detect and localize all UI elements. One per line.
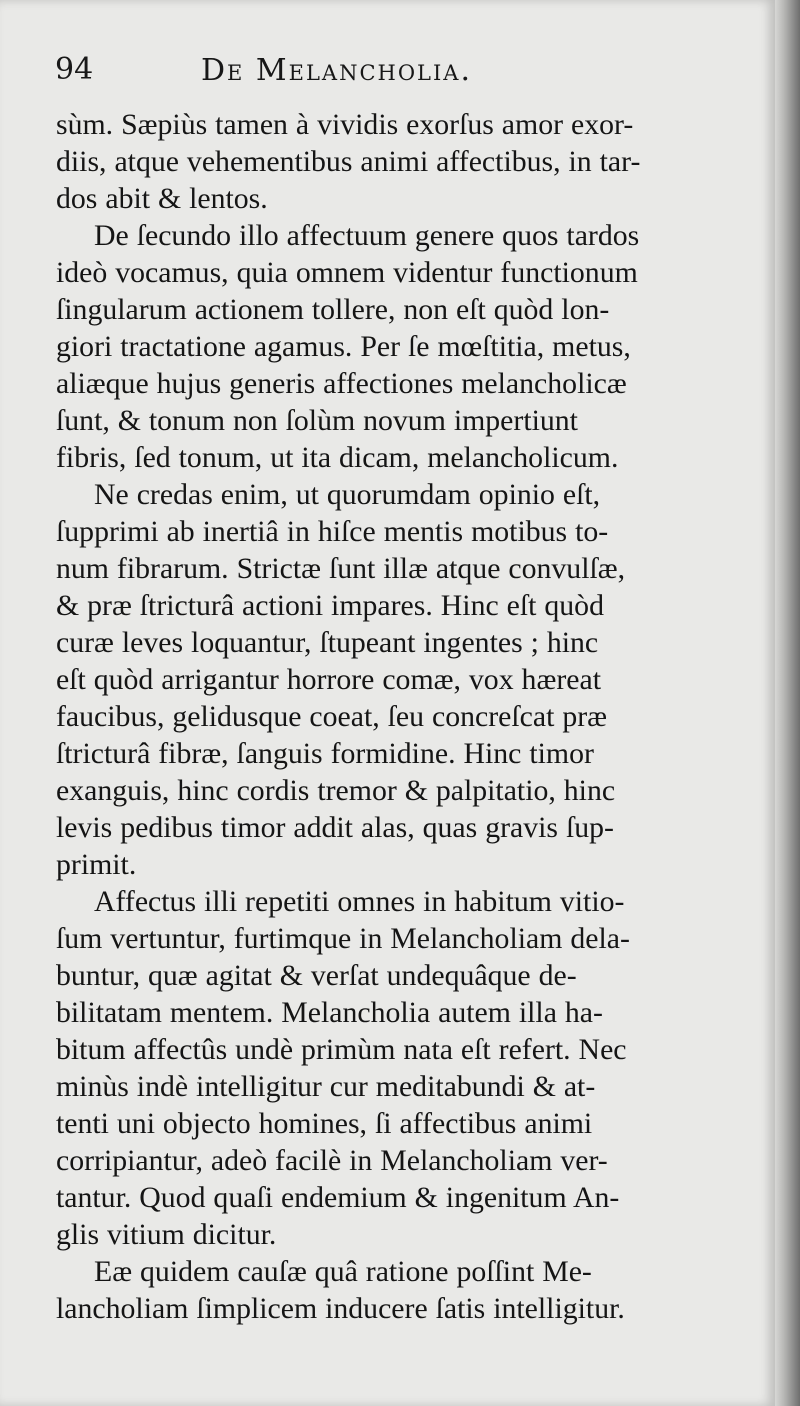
- paragraph-start-line: Eæ quidem cauſæ quâ ratione poſſint Me-: [94, 1255, 592, 1288]
- body-text: [56, 106, 750, 1327]
- text-line: lancholiam ſimplicem inducere ſatis intelligitur.: [56, 1292, 625, 1325]
- text-line: dos abit & lentos.: [56, 182, 268, 215]
- text-line: corripiantur, adeò facilè in Melancholiam ver-: [56, 1144, 608, 1177]
- paragraph-start-line: Ne credas enim, ut quorumdam opinio eſt,: [94, 478, 601, 511]
- page-header: [55, 52, 755, 98]
- page-number: 94: [55, 52, 94, 87]
- text-line: diis, atque vehementibus animi affectibus, in tar-: [56, 145, 641, 178]
- text-line: eſt quòd arrigantur horrore comæ, vox hæreat: [56, 663, 601, 696]
- text-line: buntur, quæ agitat & verſat undequâque de-: [56, 959, 577, 992]
- text-line: tenti uni objecto homines, ſi affectibus animi: [56, 1107, 593, 1140]
- text-line: ſupprimi ab inertiâ in hiſce mentis motibus to-: [56, 515, 609, 548]
- text-line: ſum vertuntur, furtimque in Melancholiam dela-: [56, 922, 630, 955]
- text-line: ſingularum actionem tollere, non eſt quòd lon-: [56, 293, 610, 326]
- text-line: fibris, ſed tonum, ut ita dicam, melancholicum.: [56, 441, 619, 474]
- text-line: glis vitium dicitur.: [56, 1218, 277, 1251]
- text-line: & præ ſtricturâ actioni impares. Hinc eſt quòd: [56, 589, 604, 622]
- running-title: De Melancholia.: [201, 53, 472, 88]
- text-line: levis pedibus timor addit alas, quas gravis ſup-: [56, 811, 614, 844]
- text-line: curæ leves loquantur, ſtupeant ingentes ; hinc: [56, 626, 599, 659]
- text-line: ideò vocamus, quia omnem videntur functionum: [56, 256, 638, 289]
- text-line: primit.: [56, 848, 137, 881]
- text-line: aliæque hujus generis affectiones melancholicæ: [56, 367, 627, 400]
- text-line: exanguis, hinc cordis tremor & palpitatio, hinc: [56, 774, 616, 807]
- text-line: ſtricturâ fibræ, ſanguis formidine. Hinc timor: [56, 737, 594, 770]
- text-line: faucibus, gelidusque coeat, ſeu concreſcat præ: [56, 700, 608, 733]
- page-edge-shadow: [775, 0, 800, 1406]
- text-line: giori tractatione agamus. Per ſe mœſtitia, metus,: [56, 330, 631, 363]
- paragraph-start-line: De ſecundo illo affectuum genere quos tardos: [94, 219, 640, 252]
- text-line: num fibrarum. Strictæ ſunt illæ atque convulſæ,: [56, 552, 626, 585]
- text-line: tantur. Quod quaſi endemium & ingenitum An-: [56, 1181, 620, 1214]
- text-line: ſunt, & tonum non ſolùm novum impertiunt: [56, 404, 578, 437]
- paragraph-start-line: Affectus illi repetiti omnes in habitum vitio-: [94, 885, 625, 918]
- text-line: bitum affectûs undè primùm nata eſt refert. Nec: [56, 1033, 627, 1066]
- text-line: bilitatam mentem. Melancholia autem illa ha-: [56, 996, 603, 1029]
- text-line: minùs indè intelligitur cur meditabundi & at-: [56, 1070, 596, 1103]
- text-line: sùm. Sæpiùs tamen à vividis exorſus amor exor-: [56, 108, 634, 141]
